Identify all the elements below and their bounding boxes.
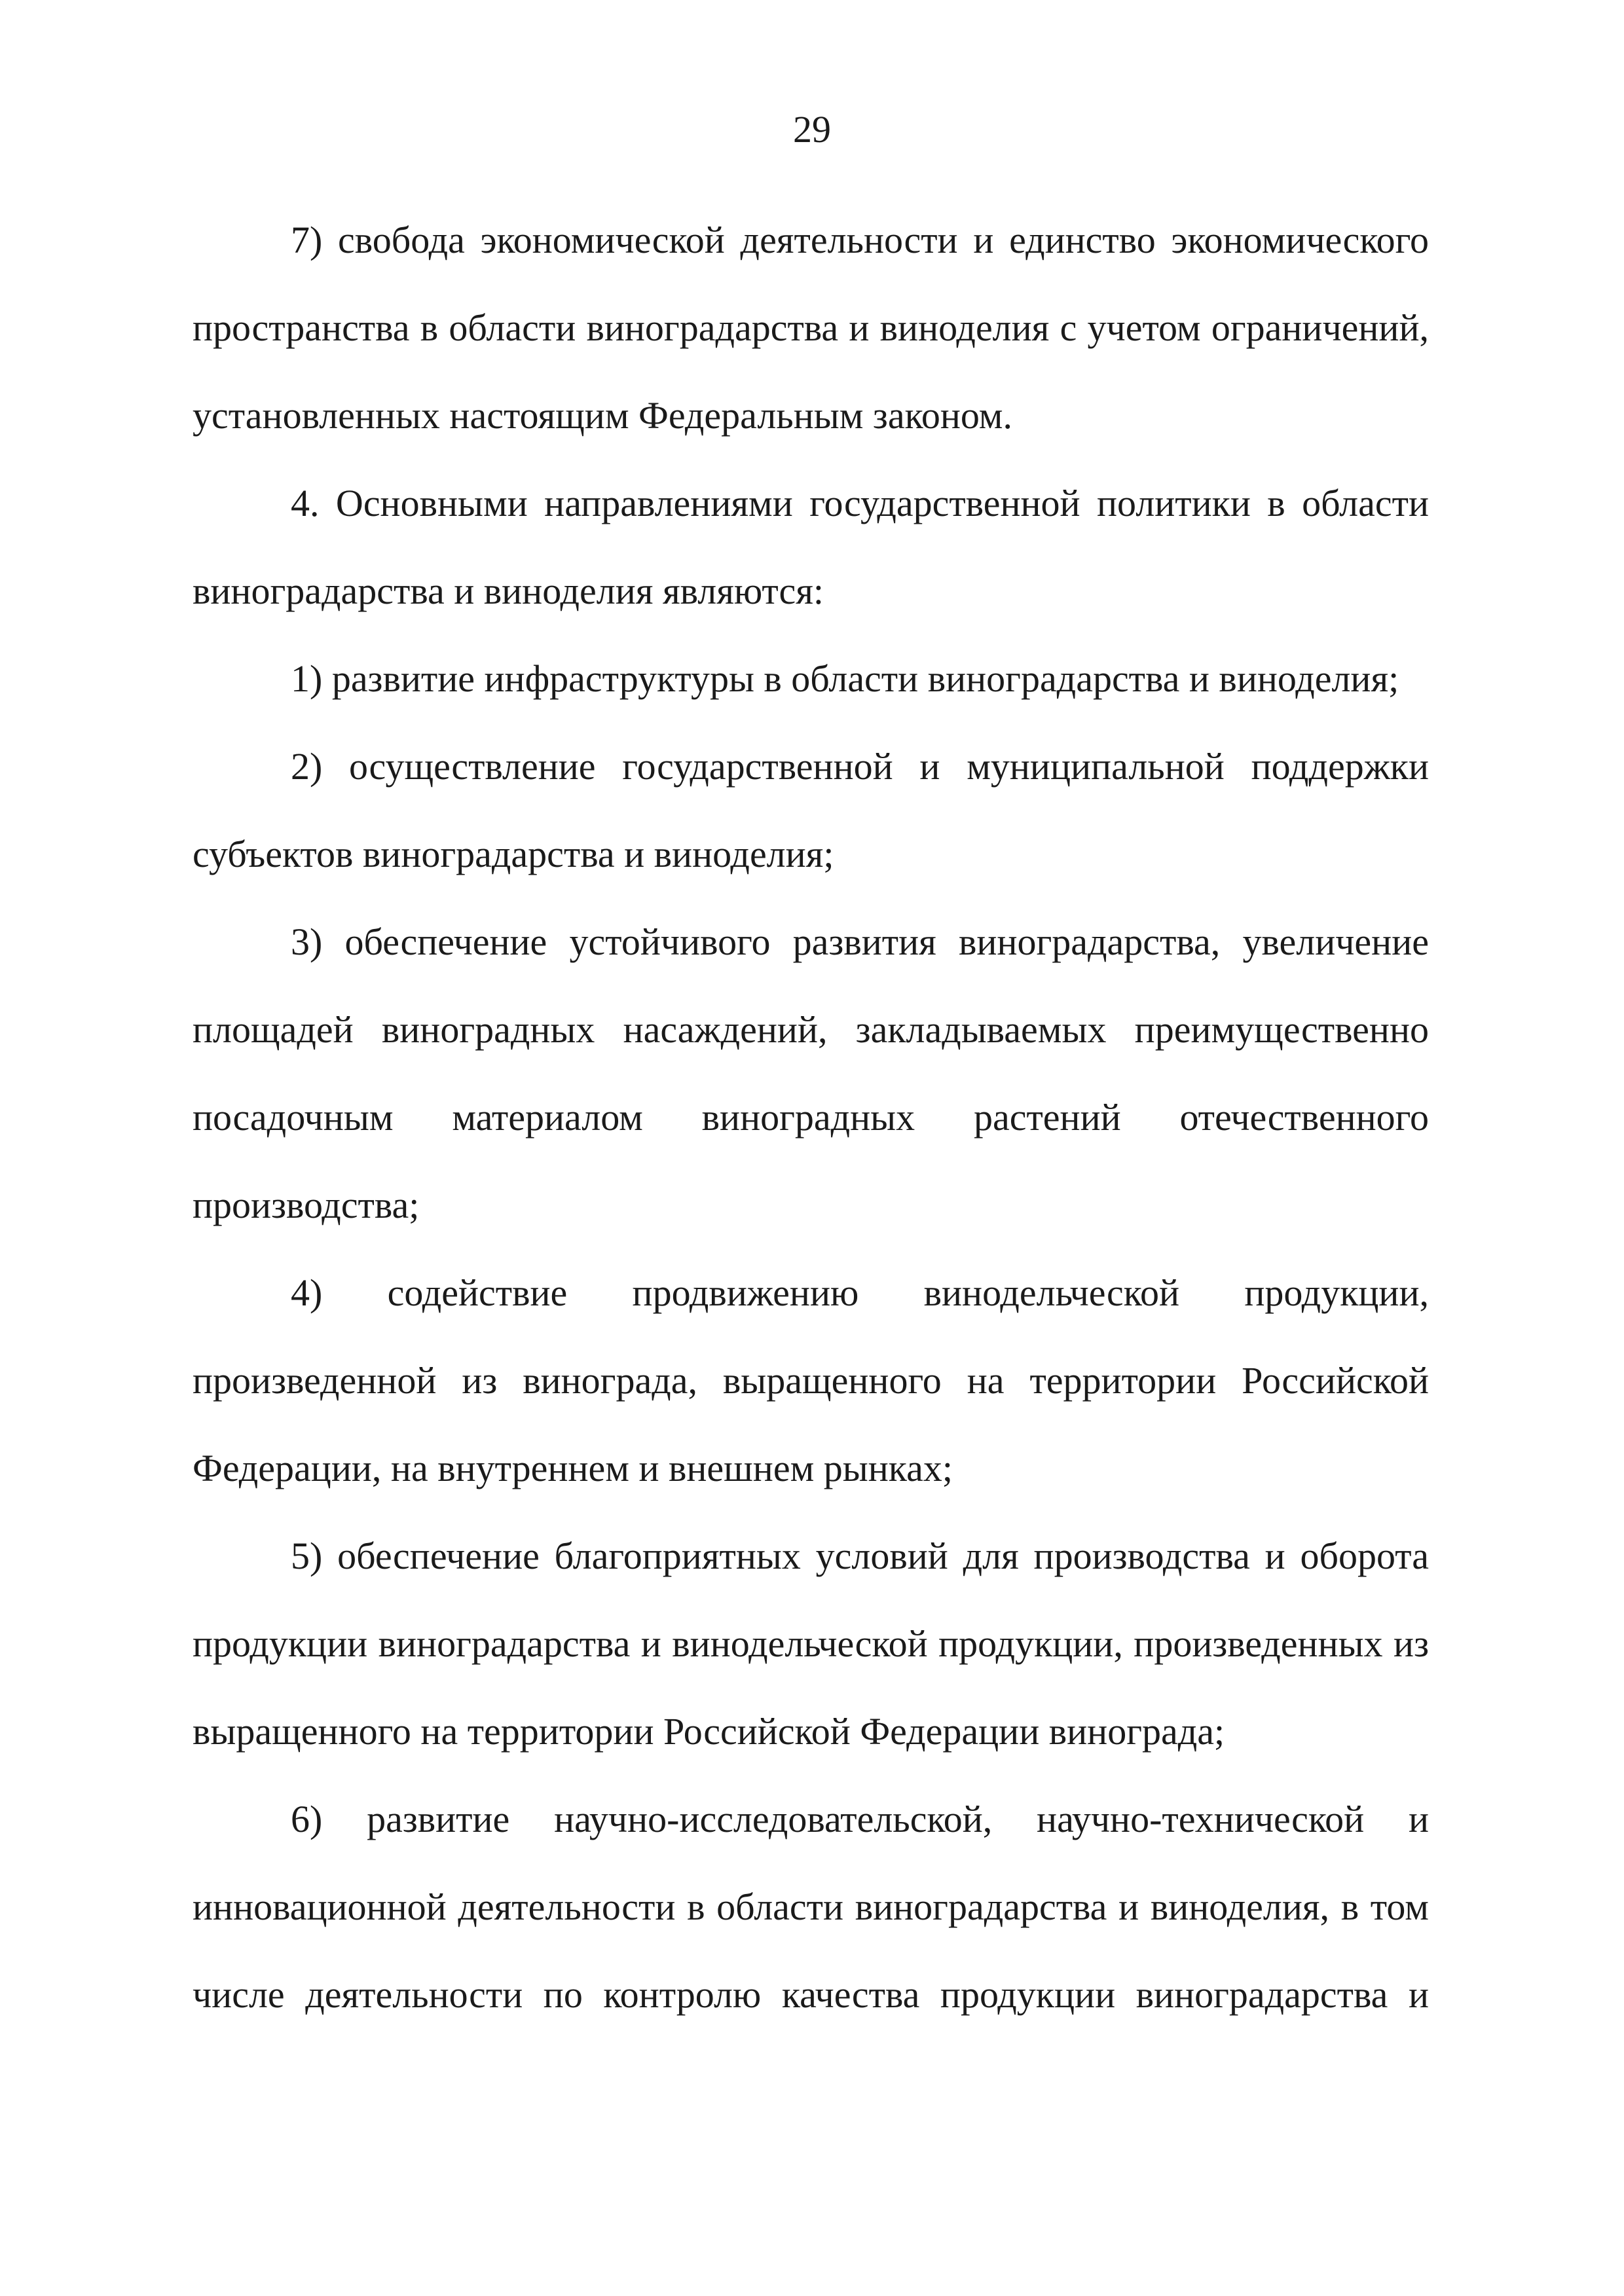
paragraph-item-2-state-support: 2) осуществление государственной и муниципальной поддержки субъектов виноградарства и виноделия; (193, 745, 1429, 875)
document-body (193, 196, 1429, 2039)
paragraph-item-5-favorable-conditions: 5) обеспечение благоприятных условий для производства и оборота продукции виноградарства и винодельческой продукции, произведенных из выращенного на территории Российской Федерации винограда; (193, 1535, 1429, 1753)
paragraph-item-3-sustainable-development: 3) обеспечение устойчивого развития виноградарства, увеличение площадей виноградных насаждений, закладываемых преимущественно посадочным материалом виноградных растений отечественного производства; (193, 920, 1429, 1226)
paragraph-item-6-research-development: 6) развитие научно-исследовательской, научно-технической и инновационной деятельности в области виноградарства и виноделия, в том числе деятельности по контролю качества продукции виноградарства и (193, 1798, 1429, 2016)
page-number: 29 (793, 108, 831, 151)
paragraph-item-1-infrastructure: 1) развитие инфраструктуры в области виноградарства и виноделия; (291, 657, 1399, 700)
paragraph-section-4-main-directions: 4. Основными направлениями государственной политики в области виноградарства и виноделия являются: (193, 482, 1429, 612)
paragraph-item-4-product-promotion: 4) содействие продвижению винодельческой продукции, произведенной из винограда, выращенного на территории Российской Федерации, на внутреннем и внешнем рынках; (193, 1271, 1429, 1489)
paragraph-item-7-economic-freedom: 7) свобода экономической деятельности и единство экономического пространства в области виноградарства и виноделия с учетом ограничений, установленных настоящим Федеральным законом. (193, 219, 1429, 437)
